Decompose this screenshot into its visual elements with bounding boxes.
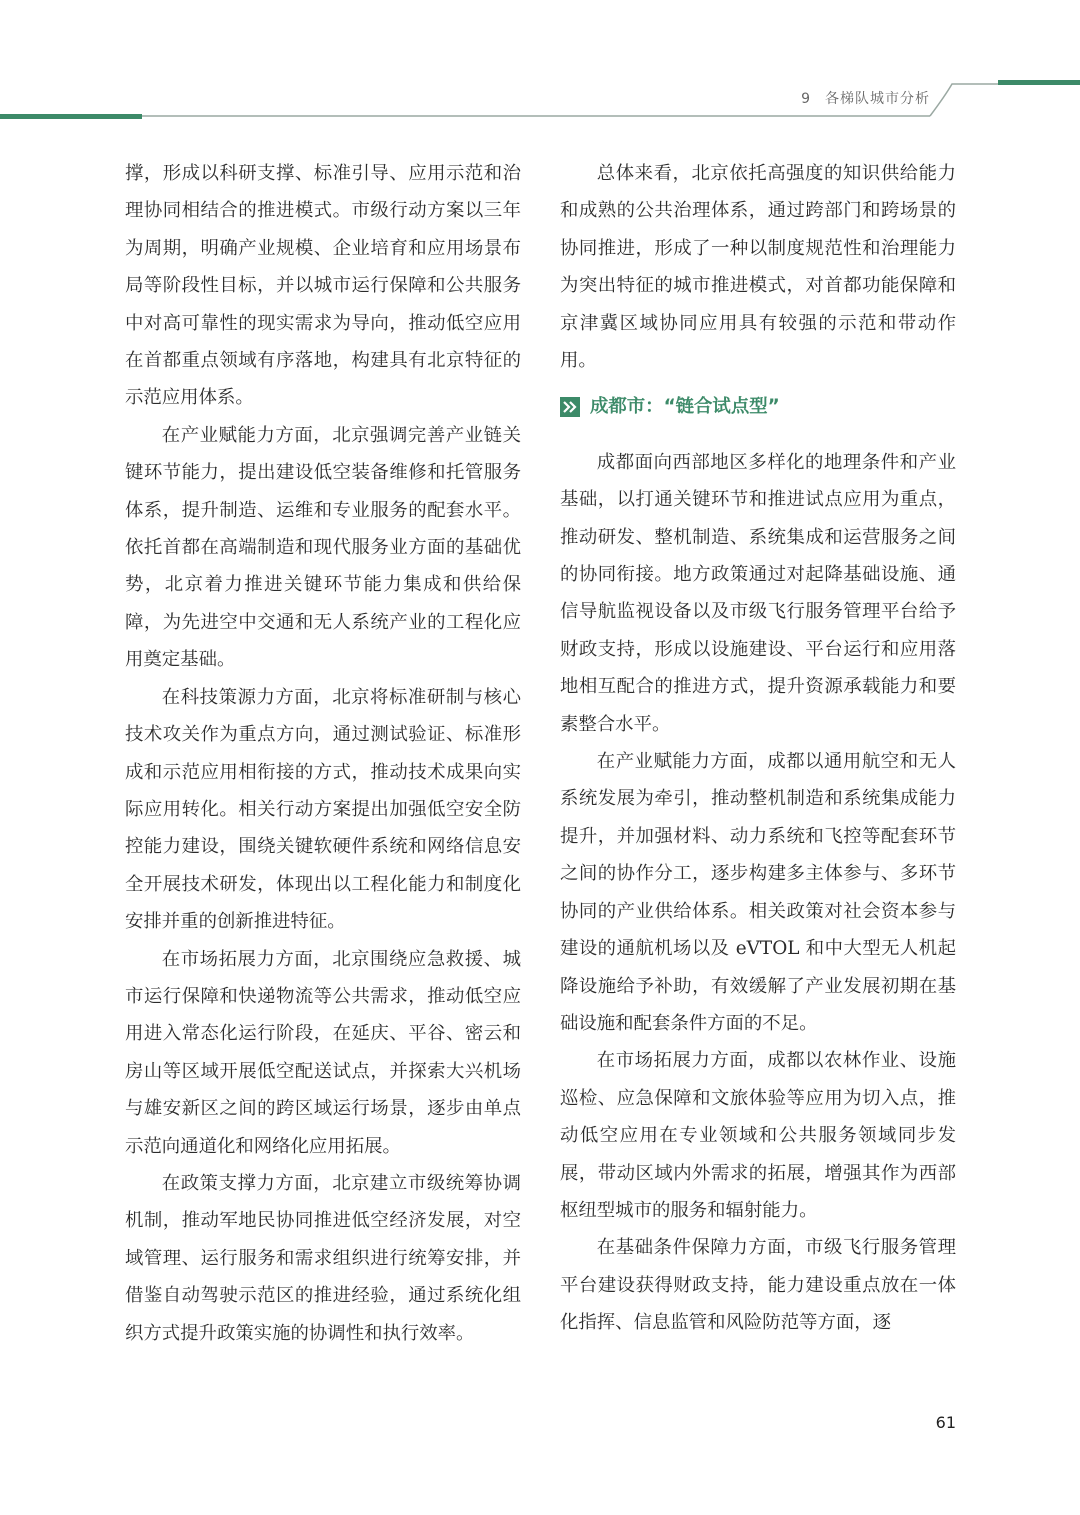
- paragraph: 在市场拓展力方面，成都以农林作业、设施巡检、应急保障和文旅体验等应用为切入点，推动低空应用在专业领域和公共服务领域同步发展，带动区域内外需求的拓展，增强其作为西部枢纽型城市的服务和辐射能力。: [560, 1050, 956, 1221]
- paragraph: 在市场拓展力方面，北京围绕应急救援、城市运行保障和快递物流等公共需求，推动低空应用进入常态化运行阶段，在延庆、平谷、密云和房山等区域开展低空配送试点，并探索大兴机场与雄安新区之间的跨区域运行场景，逐步由单点示范向通道化和网络化应用拓展。: [125, 948, 521, 1157]
- left-column: [125, 155, 521, 1352]
- paragraph: 撑，形成以科研支撑、标准引导、应用示范和治理协同相结合的推进模式。市级行动方案以三年为周期，明确产业规模、企业培育和应用场景布局等阶段性目标，并以城市运行保障和公共服务中对高可靠性的现实需求为导向，推动低空应用在首都重点领域有序落地，构建具有北京特征的示范应用体系。: [125, 163, 521, 409]
- section-heading: [560, 388, 956, 425]
- chapter-number: 9: [801, 91, 811, 107]
- running-header: [801, 88, 930, 108]
- section-heading-title: 成都市：“链合试点型”: [590, 396, 780, 418]
- header-accent-left: [0, 114, 142, 119]
- paragraph: 在产业赋能力方面，北京强调完善产业链关键环节能力，提出建设低空装备维修和托管服务体系，提升制造、运维和专业服务的配套水平。依托首都在高端制造和现代服务业方面的基础优势，北京着力推进关键环节能力集成和供给保障，为先进空中交通和无人系统产业的工程化应用奠定基础。: [125, 424, 521, 671]
- double-chevron-right-icon: [560, 397, 580, 417]
- paragraph: 在产业赋能力方面，成都以通用航空和无人系统发展为牵引，推动整机制造和系统集成能力提升，并加强材料、动力系统和飞控等配套环节之间的协作分工，逐步构建多主体参与、多环节协同的产业供给体系。相关政策对社会资本参与建设的通航机场以及 eVTOL 和中大型无人机起降设施给予补助，有效缓解了产业发展初期在基础设施和配套条件方面的不足。: [560, 751, 956, 1034]
- right-column: [560, 155, 956, 1342]
- paragraph: 总体来看，北京依托高强度的知识供给能力和成熟的公共治理体系，通过跨部门和跨场景的协同推进，形成了一种以制度规范性和治理能力为突出特征的城市推进模式，对首都功能保障和京津冀区域协同应用具有较强的示范和带动作用。: [560, 163, 956, 372]
- paragraph: 在政策支撑力方面，北京建立市级统筹协调机制，推动军地民协同推进低空经济发展，对空域管理、运行服务和需求组织进行统筹安排，并借鉴自动驾驶示范区的推进经验，通过系统化组织方式提升政策实施的协调性和执行效率。: [125, 1172, 521, 1344]
- paragraph: 成都面向西部地区多样化的地理条件和产业基础，以打通关键环节和推进试点应用为重点，推动研发、整机制造、系统集成和运营服务之间的协同衔接。地方政策通过对起降基础设施、通信导航监视设备以及市级飞行服务管理平台给予财政支持，形成以设施建设、平台运行和应用落地相互配合的推进方式，提升资源承载能力和要素整合水平。: [560, 451, 956, 735]
- header-decoration: [0, 0, 1080, 130]
- header-rule-curve: [930, 84, 1000, 116]
- paragraph: 在科技策源力方面，北京将标准研制与核心技术攻关作为重点方向，通过测试验证、标准形成和示范应用相衔接的方式，推动技术成果向实际应用转化。相关行动方案提出加强低空安全防控能力建设，围绕关键软硬件系统和网络信息安全开展技术研发，体现出以工程化能力和制度化安排并重的创新推进特征。: [125, 686, 521, 933]
- header-accent-right: [998, 80, 1080, 85]
- paragraph: 在基础条件保障力方面，市级飞行服务管理平台建设获得财政支持，能力建设重点放在一体化指挥、信息监管和风险防范等方面，逐: [560, 1237, 956, 1334]
- chapter-title: 各梯队城市分析: [825, 91, 930, 107]
- page-number: 61: [935, 1413, 956, 1432]
